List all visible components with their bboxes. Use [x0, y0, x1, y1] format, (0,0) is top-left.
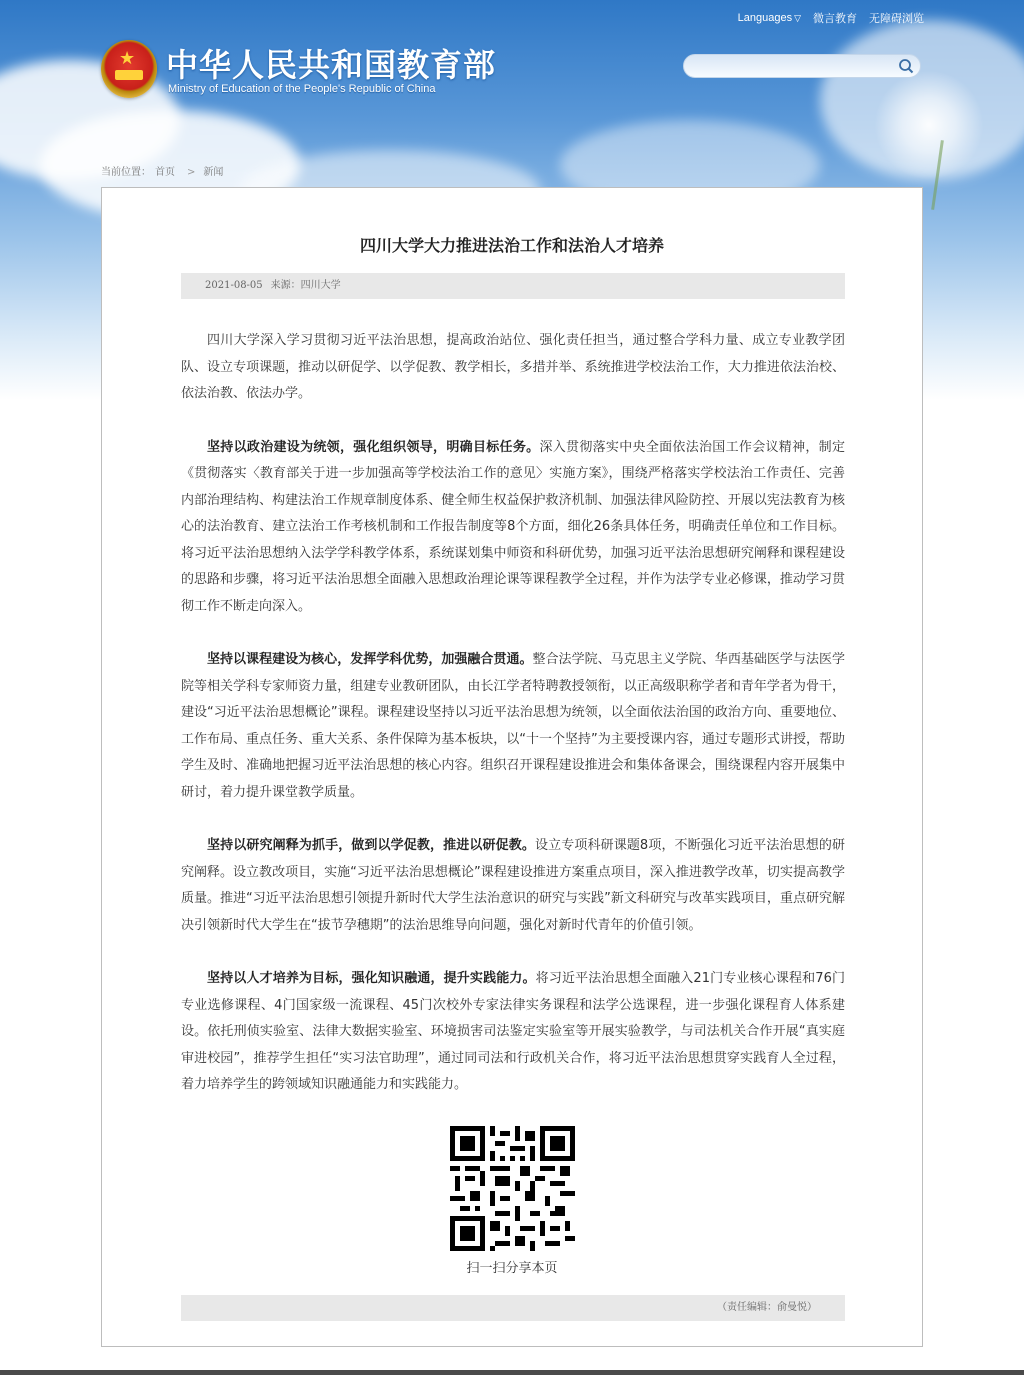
article-body	[181, 328, 845, 1126]
weiyan-link[interactable]: 微言教育	[813, 12, 857, 25]
breadcrumb	[101, 163, 227, 178]
article-paragraph	[181, 833, 845, 939]
breadcrumb-separator: >	[187, 167, 196, 178]
paragraph-text: 设立专项科研课题8项，不断强化习近平法治思想的研究阐释。设立教改项目，实施“习近平法治思想概论”课程建设推进方案重点项目，深入推进教学改革，切实提高教学质量。推进“习近平法治思想引领提升新时代大学生法治意识的研究与实践”新文科研究与改革实践项目，重点研究解决引领新时代大学生在“拔节孕穗期”的法治思维导向问题，强化对新时代青年的价值引领。	[181, 838, 845, 933]
accessibility-link[interactable]: 无障碍浏览	[869, 12, 924, 25]
paragraph-text: 四川大学深入学习贯彻习近平法治思想，提高政治站位、强化责任担当，通过整合学科力量、成立专业教学团队、设立专项课题，推动以研促学、以学促教、教学相长，多措并举、系统推进学校法治工作，大力推进依法治校、依法治教、依法办学。	[181, 333, 845, 401]
tiananmen-icon	[115, 70, 143, 80]
search-input[interactable]	[694, 55, 898, 79]
paragraph-lead: 坚持以政治建设为统领，强化组织领导，明确目标任务。	[207, 439, 540, 455]
breadcrumb-home[interactable]: 首页	[155, 167, 175, 178]
site-subtitle: Ministry of Education of the People's Republic of China	[168, 83, 436, 95]
editor-name: （责任编辑：俞曼悦）	[717, 1302, 817, 1313]
qr-code	[450, 1126, 575, 1251]
article-meta	[181, 273, 845, 299]
paragraph-text: 整合法学院、马克思主义学院、华西基础医学与法医学院等相关学科专家师资力量，组建专业教研团队，由长江学者特聘教授领衔，以正高级职称学者和青年学者为骨干，建设“习近平法治思想概论”课程。课程建设坚持以习近平法治思想为统领，以全面依法治国的政治方向、重要地位、工作布局、重点任务、重大关系、条件保障为基本板块，以“十一个坚持”为主要授课内容，通过专题形式讲授，帮助学生及时、准确地把握习近平法治思想的核心内容。组织召开课程建设推进会和集体备课会，围绕课程内容开展集中研讨，着力提升课堂教学质量。	[181, 652, 845, 800]
search-icon[interactable]	[898, 58, 914, 74]
chevron-down-icon: ▽	[794, 13, 801, 23]
star-icon: ★	[119, 48, 136, 69]
breadcrumb-current[interactable]: 新闻	[203, 167, 224, 178]
paragraph-lead: 坚持以人才培养为目标，强化知识融通，提升实践能力。	[207, 971, 536, 986]
top-links	[738, 10, 924, 26]
article-title: 四川大学大力推进法治工作和法治人才培养	[359, 236, 664, 255]
paragraph-lead: 坚持以课程建设为核心，发挥学科优势，加强融合贯通。	[207, 652, 533, 667]
search-box	[683, 54, 921, 78]
national-emblem-logo	[101, 40, 157, 98]
site-title[interactable]: 中华人民共和国教育部	[166, 46, 497, 84]
breadcrumb-prefix: 当前位置：	[101, 167, 151, 178]
editor-bar	[181, 1295, 845, 1321]
qr-caption: 扫一扫分享本页	[466, 1261, 558, 1276]
article-date: 2021-08-05	[205, 280, 263, 291]
languages-label: Languages	[737, 12, 793, 24]
article-paragraph	[181, 966, 845, 1099]
article-source: 来源：四川大学	[270, 280, 341, 291]
footer-divider	[0, 1370, 1024, 1375]
dandelion-decoration	[874, 70, 984, 180]
article-container	[101, 187, 923, 1347]
paragraph-lead: 坚持以研究阐释为抓手，做到以学促教，推进以研促教。	[207, 838, 535, 853]
article-paragraph	[181, 435, 845, 621]
paragraph-text: 深入贯彻落实中央全面依法治国工作会议精神，制定《贯彻落实〈教育部关于进一步加强高等学校法治工作的意见〉实施方案》，围绕严格落实学校法治工作责任、完善内部治理结构、构建法治工作规章制度体系、健全师生权益保护救济机制、加强法律风险防控、开展以宪法教育为核心的法治教育、建立法治工作考核机制和工作报告制度等8个方面，细化26条具体任务，明确责任单位和工作目标。将习近平法治思想纳入法学学科教学体系，系统谋划集中师资和科研优势，加强习近平法治思想研究阐释和课程建设的思路和步骤，将习近平法治思想全面融入思想政治理论课等课程教学全过程，并作为法学专业必修课，推动学习贯彻工作不断走向深入。	[181, 439, 845, 614]
languages-link[interactable]	[738, 12, 801, 24]
article-paragraph	[181, 328, 845, 408]
paragraph-text: 将习近平法治思想全面融入21门专业核心课程和76门专业选修课程、4门国家级一流课程、45门次校外专家法律实务课程和法学公选课程，进一步强化课程育人体系建设。依托刑侦实验室、法律大数据实验室、环境损害司法鉴定实验室等开展实验教学，与司法机关合作开展“真实庭审进校园”，推荐学生担任“实习法官助理”，通过同司法和行政机关合作，将习近平法治思想贯穿实践育人全过程，着力培养学生的跨领域知识融通能力和实践能力。	[181, 971, 845, 1092]
article-paragraph	[181, 647, 845, 806]
